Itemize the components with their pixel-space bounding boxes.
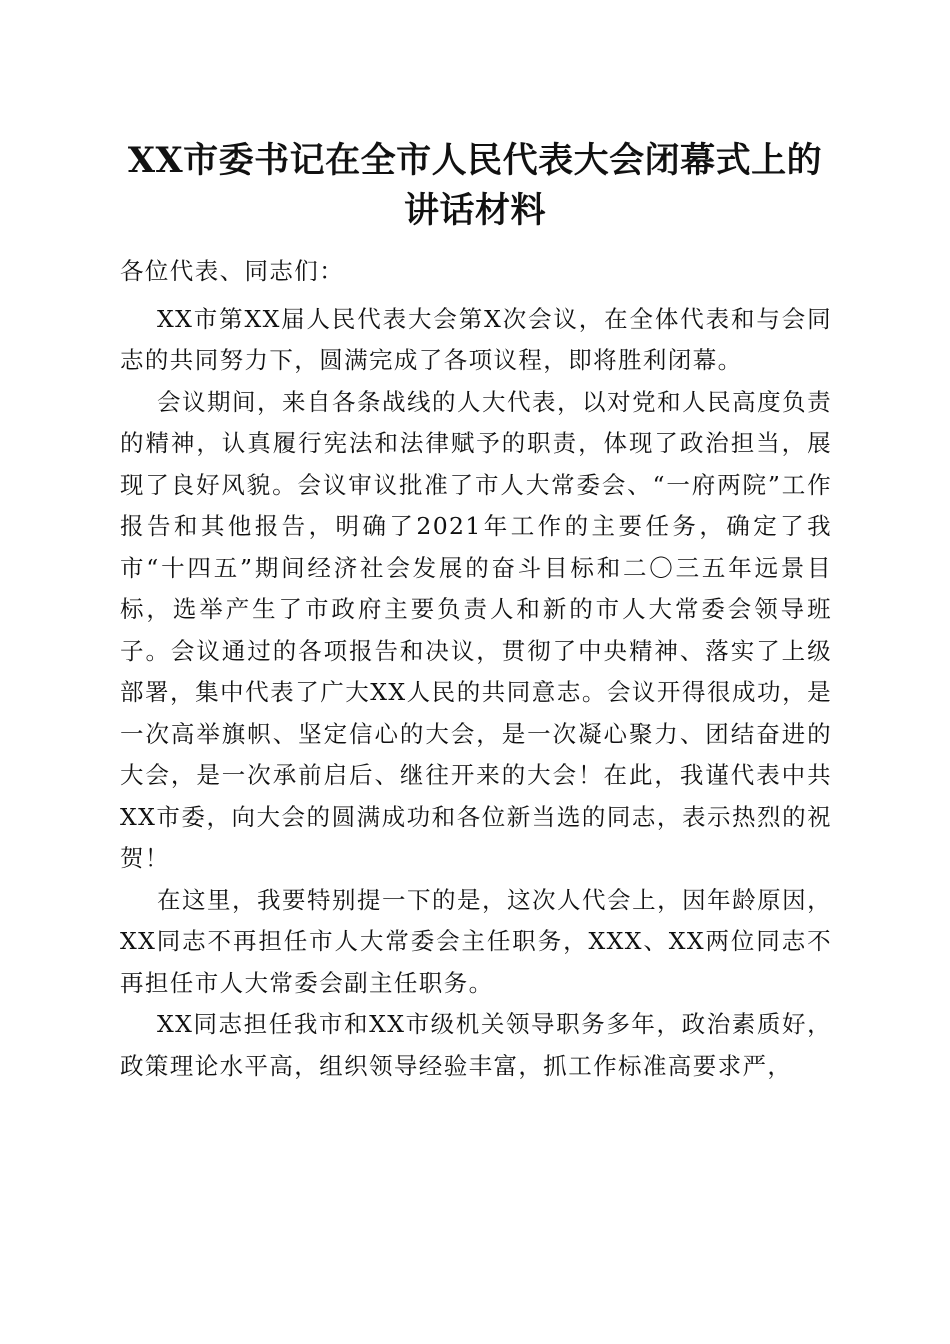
salutation: 各位代表、同志们： [120,257,345,285]
title-line-2: 讲话材料 [403,190,546,231]
document-body [120,251,832,1087]
paragraph-3: 在这里，我要特别提一下的是，这次人代会上，因年龄原因，XX同志不再担任市人大常委会主任职务，XXX、XX两位同志不再担任市人大常委会副主任职务。 [120,885,832,997]
paragraph-2: 会议期间，来自各条战线的人大代表，以对党和人民高度负责的精神，认真履行宪法和法律赋予的职责，体现了政治担当，展现了良好风貌。会议审议批准了市人大常委会、“一府两院”工作报告和其他报告，明确了2021年工作的主要任务，确定了我市“十四五”期间经济社会发展的奋斗目标和二〇三五年远景目标，选举产生了市政府主要负责人和新的市人大常委会领导班子。会议通过的各项报告和决议，贯彻了中央精神、落实了上级部署，集中代表了广大XX人民的共同意志。会议开得很成功，是一次高举旗帜、坚定信心的大会，是一次凝心聚力、团结奋进的大会，是一次承前启后、继往开来的大会！在此，我谨代表中共XX市委，向大会的圆满成功和各位新当选的同志，表示热烈的祝贺！ [120,387,832,872]
title-line-1: XX市委书记在全市人民代表大会闭幕式上的 [127,140,823,181]
document-title [100,136,850,236]
paragraph-4: XX同志担任我市和XX市级机关领导职务多年，政治素质好，政策理论水平高，组织领导经验丰富，抓工作标准高要求严， [120,1010,832,1080]
paragraph-1: XX市第XX届人民代表大会第X次会议，在全体代表和与会同志的共同努力下，圆满完成了各项议程，即将胜利闭幕。 [120,304,832,374]
